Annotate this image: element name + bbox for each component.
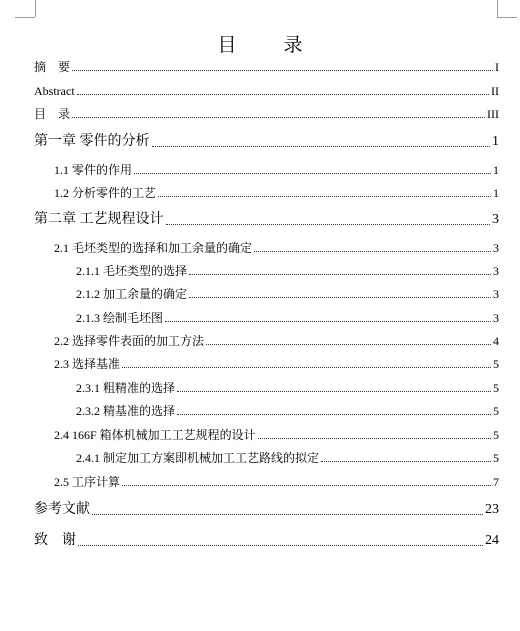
toc-entry[interactable] xyxy=(76,452,499,464)
toc-entry-label: 2.1 毛坯类型的选择和加工余量的确定 xyxy=(54,241,253,255)
toc-dot-leader xyxy=(165,321,491,322)
toc-entry-label: 2.1.1 毛坯类型的选择 xyxy=(76,264,188,278)
crop-mark-right-vertical xyxy=(497,0,498,17)
toc-dot-leader xyxy=(134,173,491,174)
toc-dot-leader xyxy=(152,146,491,147)
toc-entry[interactable] xyxy=(54,187,499,199)
toc-page-number: 5 xyxy=(493,404,499,418)
toc-page-number: 3 xyxy=(493,311,499,325)
toc-page-number: 7 xyxy=(493,475,499,489)
toc-dot-leader xyxy=(321,461,491,462)
toc-page-number: 4 xyxy=(493,334,499,348)
toc-dot-leader xyxy=(122,367,491,368)
toc-entry[interactable] xyxy=(34,135,499,149)
toc-entry[interactable] xyxy=(54,358,499,370)
toc-entry-label: 2.5 工序计算 xyxy=(54,475,121,489)
toc-dot-leader xyxy=(189,274,491,275)
crop-mark-left-horizontal xyxy=(15,17,35,18)
toc-entry[interactable] xyxy=(76,382,499,394)
toc-entry-label: 目 录 xyxy=(34,107,71,121)
toc-entry-label: Abstract xyxy=(34,84,75,98)
toc-entry-label: 2.1.2 加工余量的确定 xyxy=(76,287,188,301)
toc-dot-leader xyxy=(177,391,491,392)
toc-dot-leader xyxy=(72,70,493,71)
toc-dot-leader xyxy=(254,251,491,252)
toc-entry-label: 1.2 分析零件的工艺 xyxy=(54,186,157,200)
toc-dot-leader xyxy=(158,196,491,197)
toc-dot-leader xyxy=(72,117,485,118)
toc-dot-leader xyxy=(122,485,491,486)
toc-entry-label: 2.4.1 制定加工方案即机械加工工艺路线的拟定 xyxy=(76,451,320,465)
toc-page-number: 5 xyxy=(493,451,499,465)
toc-page-number: III xyxy=(487,107,499,121)
toc-entry[interactable] xyxy=(54,335,499,347)
toc-title: 目 录 xyxy=(217,35,317,56)
toc-entry[interactable] xyxy=(34,108,499,120)
toc-entry[interactable] xyxy=(34,85,499,97)
toc-entry[interactable] xyxy=(34,503,499,517)
toc-entry[interactable] xyxy=(34,534,499,548)
toc-page-number: 1 xyxy=(493,163,499,177)
toc-entry[interactable] xyxy=(76,312,499,324)
toc-dot-leader xyxy=(166,224,491,225)
toc-entry[interactable] xyxy=(54,429,499,441)
toc-page-number: 3 xyxy=(493,264,499,278)
toc-page-number: 5 xyxy=(493,381,499,395)
toc-entry[interactable] xyxy=(76,288,499,300)
toc-entry[interactable] xyxy=(76,405,499,417)
toc-page-number: 3 xyxy=(492,212,499,227)
toc-page-number: 24 xyxy=(485,533,499,548)
toc-entry-label: 2.3 选择基准 xyxy=(54,357,121,371)
toc-dot-leader xyxy=(92,514,483,515)
toc-dot-leader xyxy=(189,297,491,298)
toc-page-number: 5 xyxy=(493,428,499,442)
crop-mark-left-vertical xyxy=(35,0,36,17)
toc-dot-leader xyxy=(206,344,491,345)
toc-entry[interactable] xyxy=(34,213,499,227)
toc-entry-label: 第二章 工艺规程设计 xyxy=(34,212,164,227)
toc-page-number: 23 xyxy=(485,502,499,517)
toc-dot-leader xyxy=(77,94,489,95)
toc-entry-label: 参考文献 xyxy=(34,502,90,517)
toc-page-number: 3 xyxy=(493,287,499,301)
toc-entry[interactable] xyxy=(76,265,499,277)
toc-entry-label: 1.1 零件的作用 xyxy=(54,163,133,177)
toc-dot-leader xyxy=(258,438,491,439)
toc-entry-label: 2.3.1 粗精准的选择 xyxy=(76,381,176,395)
toc-entry-label: 2.3.2 精基准的选择 xyxy=(76,404,176,418)
toc-entry-label: 2.1.3 绘制毛坯图 xyxy=(76,311,164,325)
toc-entry[interactable] xyxy=(54,242,499,254)
toc-entry[interactable] xyxy=(54,476,499,488)
toc-entry-label: 致 谢 xyxy=(34,533,76,548)
toc-entry-label: 第一章 零件的分析 xyxy=(34,134,150,149)
toc-page-number: I xyxy=(495,60,499,74)
toc-dot-leader xyxy=(177,414,491,415)
toc-page-number: II xyxy=(491,84,499,98)
toc-entry-label: 2.2 选择零件表面的加工方法 xyxy=(54,334,205,348)
crop-mark-right-horizontal xyxy=(497,17,517,18)
toc-page-number: 1 xyxy=(492,134,499,149)
toc-entry[interactable] xyxy=(54,164,499,176)
toc-page-number: 3 xyxy=(493,241,499,255)
toc-dot-leader xyxy=(78,545,483,546)
toc-entry-label: 摘 要 xyxy=(34,60,71,74)
toc-entry-label: 2.4 166F 箱体机械加工工艺规程的设计 xyxy=(54,428,256,442)
toc-page-number: 5 xyxy=(493,357,499,371)
toc-page-number: 1 xyxy=(493,186,499,200)
toc-entry[interactable] xyxy=(34,61,499,73)
